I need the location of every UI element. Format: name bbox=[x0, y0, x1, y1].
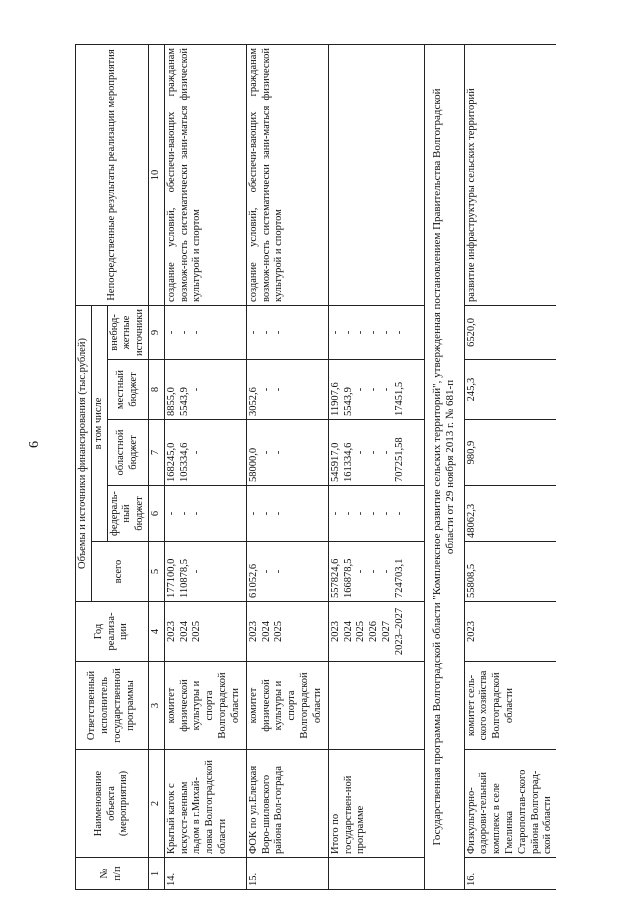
colnum: 9 bbox=[148, 305, 164, 359]
total-cell: 177100,0 110878,5 - bbox=[164, 542, 246, 602]
local-cell: 245,3 bbox=[464, 360, 556, 420]
row-num: 16. bbox=[464, 858, 556, 890]
responsible-executor: комитет сель-ского хозяйства Волгоградской области bbox=[464, 662, 556, 750]
result-text: развитие инфраструктуры сельских территорий bbox=[464, 44, 556, 305]
local-cell: 8855,0 5543,9 - bbox=[164, 360, 246, 420]
object-name: ФОК по ул.Елецкая Воро-шиловского района Вол-гограда bbox=[246, 750, 328, 858]
header-financing-group: Объемы и источники финансирования (тыс.рублей) bbox=[76, 305, 92, 601]
table-row bbox=[164, 44, 246, 889]
offbudget-cell: - - - - - - bbox=[328, 305, 424, 359]
total-row bbox=[328, 44, 424, 889]
program-banner: Государственная программа Волгоградской области "Комплексное развитие сельских территорий", утвержденная постановлением Правительства Волгоградской области от 29 ноября 2013 г. № 681-п bbox=[424, 44, 464, 889]
total-cell: 557824,6 166878,5 - - - 724703,1 bbox=[328, 542, 424, 602]
table-header bbox=[76, 44, 165, 889]
colnum: 5 bbox=[148, 542, 164, 602]
table-row bbox=[464, 44, 556, 889]
row-num: 15. bbox=[246, 858, 328, 890]
colnum: 1 bbox=[148, 858, 164, 890]
year-cell: 2023 2024 2025 2026 2027 2023–2027 bbox=[328, 602, 424, 662]
colnum: 2 bbox=[148, 750, 164, 858]
year-cell: 2023 2024 2025 bbox=[246, 602, 328, 662]
header-total: всего bbox=[91, 542, 148, 602]
total-cell: 61052,6 - - bbox=[246, 542, 328, 602]
header-results: Непосредственные результаты реализации мероприятия bbox=[76, 44, 149, 305]
regional-cell: 58000,0 - - bbox=[246, 420, 328, 486]
responsible-executor bbox=[328, 662, 424, 750]
row-num: 14. bbox=[164, 858, 246, 890]
table-row bbox=[246, 44, 328, 889]
federal-cell: - - - bbox=[246, 486, 328, 542]
header-federal: федераль- ный бюджет bbox=[107, 486, 148, 542]
colnum: 8 bbox=[148, 360, 164, 420]
regional-cell: 168245,0 105334,6 - bbox=[164, 420, 246, 486]
regional-cell: 980,9 bbox=[464, 420, 556, 486]
year-cell: 2023 bbox=[464, 602, 556, 662]
result-text: создание условий, обеспечи-вающих гражданам возмож-ность систематически зани-маться физической культурой и спортом bbox=[164, 44, 246, 305]
result-text bbox=[328, 44, 424, 305]
total-cell: 55808,5 bbox=[464, 542, 556, 602]
offbudget-cell: - - - bbox=[246, 305, 328, 359]
header-offbudget: внебюд- жетные источники bbox=[107, 305, 148, 359]
header-regional: областной бюджет bbox=[107, 420, 148, 486]
colnum: 3 bbox=[148, 662, 164, 750]
header-num: № п/п bbox=[76, 858, 149, 890]
colnum: 6 bbox=[148, 486, 164, 542]
row-num bbox=[328, 858, 424, 890]
object-name: Крытый каток с искусст-венным льдом в г.Михай-ловка Волгоградской области bbox=[164, 750, 246, 858]
object-name: Физкультурно-оздорови-тельный комплекс в селе Гмелинка Старополтав-ского района Волгоград-ской области bbox=[464, 750, 556, 858]
local-cell: 3052,6 - - bbox=[246, 360, 328, 420]
result-text: создание условий, обеспечи-вающих гражданам возмож-ность систематически зани-маться физической культурой и спортом bbox=[246, 44, 328, 305]
colnum: 10 bbox=[148, 44, 164, 305]
program-banner-row bbox=[424, 44, 464, 889]
financing-table bbox=[75, 44, 556, 890]
federal-cell: 48062,3 bbox=[464, 486, 556, 542]
page-number: 6 bbox=[27, 441, 42, 448]
offbudget-cell: - - - bbox=[164, 305, 246, 359]
column-number-row bbox=[148, 44, 164, 889]
year-cell: 2023 2024 2025 bbox=[164, 602, 246, 662]
responsible-executor: комитет физической культуры и спорта Волгоградской области bbox=[246, 662, 328, 750]
header-responsible: Ответственный исполнитель государственной программы bbox=[76, 662, 149, 750]
colnum: 4 bbox=[148, 602, 164, 662]
federal-cell: - - - - - - bbox=[328, 486, 424, 542]
local-cell: 11907,6 5543,9 - - - 17451,5 bbox=[328, 360, 424, 420]
header-local: местный бюджет bbox=[107, 360, 148, 420]
header-including: в том числе bbox=[91, 305, 107, 541]
header-year: Год реализа- ции bbox=[76, 602, 149, 662]
total-label: Итого по государствен-ной программе bbox=[328, 750, 424, 858]
regional-cell: 545917,0 161334,6 - - - 707251,58 bbox=[328, 420, 424, 486]
offbudget-cell: 6520,0 bbox=[464, 305, 556, 359]
rotated-document bbox=[75, 45, 615, 890]
federal-cell: - - - bbox=[164, 486, 246, 542]
responsible-executor: комитет физической культуры и спорта Волгоградской области bbox=[164, 662, 246, 750]
header-name: Наименование объекта (мероприятия) bbox=[76, 750, 149, 858]
colnum: 7 bbox=[148, 420, 164, 486]
